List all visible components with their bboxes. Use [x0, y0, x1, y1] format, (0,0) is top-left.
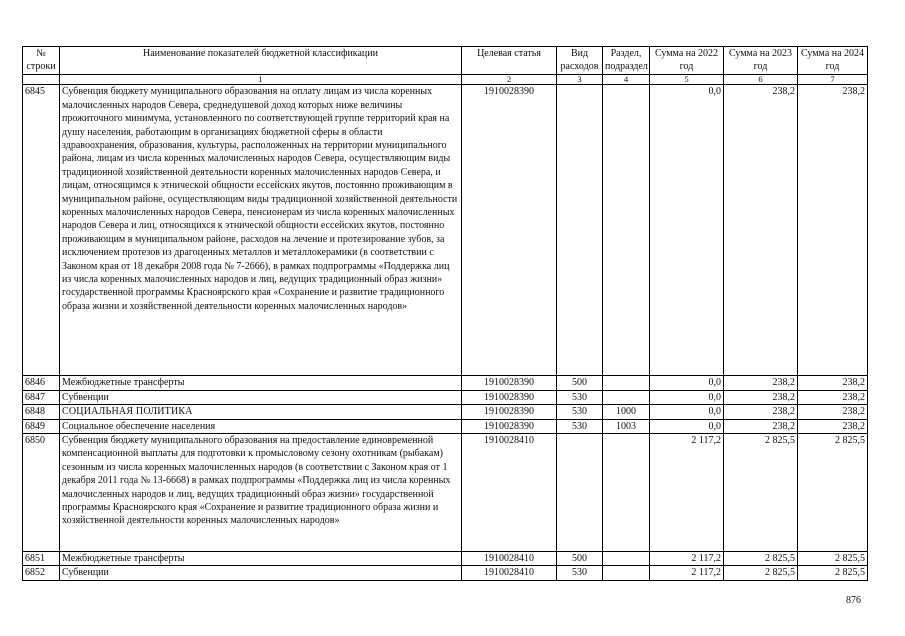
row-number: 6852 [23, 566, 60, 580]
row-razd: 1003 [603, 419, 650, 433]
row-sum-2024: 238,2 [798, 405, 868, 419]
column-number: 3 [557, 74, 603, 85]
row-sum-2023: 238,2 [724, 405, 798, 419]
row-sum-2024: 238,2 [798, 390, 868, 404]
header-sum-2023: Сумма на 2023 год [724, 47, 798, 75]
row-vid [557, 433, 603, 551]
column-number-blank [23, 74, 60, 85]
row-sum-2022: 2 117,2 [650, 551, 724, 565]
row-sum-2023: 2 825,5 [724, 566, 798, 580]
row-number: 6847 [23, 390, 60, 404]
row-name: Субвенции [60, 390, 462, 404]
row-razd [603, 85, 650, 376]
table-row [23, 419, 868, 433]
table-row [23, 85, 868, 376]
row-sum-2023: 2 825,5 [724, 551, 798, 565]
row-code: 1910028410 [462, 551, 557, 565]
row-sum-2024: 2 825,5 [798, 566, 868, 580]
row-name: Межбюджетные трансферты [60, 551, 462, 565]
table-row [23, 405, 868, 419]
row-razd [603, 566, 650, 580]
column-number: 1 [60, 74, 462, 85]
row-code: 1910028390 [462, 85, 557, 376]
page-number: 876 [846, 595, 861, 606]
table-row [23, 551, 868, 565]
column-number: 6 [724, 74, 798, 85]
column-number: 5 [650, 74, 724, 85]
row-number: 6850 [23, 433, 60, 551]
header-sum-2022: Сумма на 2022 год [650, 47, 724, 75]
header-code: Целевая статья [462, 47, 557, 75]
header-razd: Раздел, подраздел [603, 47, 650, 75]
row-code: 1910028390 [462, 419, 557, 433]
row-sum-2023: 238,2 [724, 390, 798, 404]
row-name: СОЦИАЛЬНАЯ ПОЛИТИКА [60, 405, 462, 419]
row-number: 6849 [23, 419, 60, 433]
row-name: Межбюджетные трансферты [60, 376, 462, 390]
row-number: 6848 [23, 405, 60, 419]
column-number-row [23, 74, 868, 85]
row-vid: 530 [557, 390, 603, 404]
table-row [23, 433, 868, 551]
table-row [23, 566, 868, 580]
row-code: 1910028390 [462, 405, 557, 419]
column-number: 7 [798, 74, 868, 85]
row-sum-2022: 0,0 [650, 376, 724, 390]
row-razd [603, 433, 650, 551]
row-vid [557, 85, 603, 376]
header-name: Наименование показателей бюджетной классификации [60, 47, 462, 75]
header-row [23, 47, 868, 75]
row-sum-2023: 238,2 [724, 419, 798, 433]
header-vid: Вид расходов [557, 47, 603, 75]
row-sum-2022: 0,0 [650, 390, 724, 404]
row-name: Социальное обеспечение населения [60, 419, 462, 433]
row-sum-2022: 2 117,2 [650, 566, 724, 580]
row-code: 1910028390 [462, 390, 557, 404]
table-row [23, 390, 868, 404]
row-sum-2023: 2 825,5 [724, 433, 798, 551]
row-sum-2024: 2 825,5 [798, 433, 868, 551]
row-sum-2024: 238,2 [798, 85, 868, 376]
row-vid: 500 [557, 376, 603, 390]
row-name: Субвенция бюджету муниципального образования на оплату лицам из числа коренных малочисленных народов Севера, среднедушевой доход которых ниже величины прожиточного минимума, установленного по соответствующей группе территорий края на душу населения, работающим в организациях бюджетной сферы в области здравоохранения, образования, культуры, расположенных на территории муниципального района, лицам из числа коренных малочисленных народов Севера, осуществляющим виды традиционной хозяйственной деятельности коренных малочисленных народов Севера, и лицам, относящимся к этнической общности ессейских якутов, постоянно проживающим в муниципальном районе, осуществляющим виды традиционной хозяйственной деятельности коренных малочисленных народов Севера, пенсионерам из числа коренных малочисленных народов Севера и лиц, относящихся к этнической общности ессейских якутов, постоянно проживающим в муниципальном районе, расходов на лечение и протезирование зубов, за исключением протезов из драгоценных металлов и металлокерамики (в соответствии с Законом края от 18 декабря 2008 года № 7-2666), в рамках подпрограммы «Поддержка лиц из числа коренных малочисленных народов и лиц, ведущих традиционный образ жизни» государственной программы Красноярского края «Сохранение и развитие традиционного образа жизни и хозяйственной деятельности коренных малочисленных народов» [60, 85, 462, 376]
column-number: 2 [462, 74, 557, 85]
header-sum-2024: Сумма на 2024 год [798, 47, 868, 75]
row-number: 6851 [23, 551, 60, 565]
row-razd [603, 390, 650, 404]
row-name: Субвенция бюджету муниципального образования на предоставление единовременной компенсационной выплаты для подготовки к промысловому сезону охотникам (рыбакам) сезонным из числа коренных малочисленных народов (в соответствии с Законом края от 1 декабря 2011 года № 13-6668) в рамках подпрограммы «Поддержка лиц из числа коренных малочисленных народов и лиц, ведущих традиционный образ жизни» государственной программы Красноярского края «Сохранение и развитие традиционного образа жизни и хозяйственной деятельности коренных малочисленных народов» [60, 433, 462, 551]
row-vid: 530 [557, 419, 603, 433]
row-code: 1910028390 [462, 376, 557, 390]
row-vid: 530 [557, 566, 603, 580]
row-sum-2022: 0,0 [650, 85, 724, 376]
row-sum-2022: 0,0 [650, 419, 724, 433]
row-sum-2023: 238,2 [724, 376, 798, 390]
row-razd: 1000 [603, 405, 650, 419]
row-code: 1910028410 [462, 433, 557, 551]
table-row [23, 376, 868, 390]
row-sum-2024: 2 825,5 [798, 551, 868, 565]
row-number: 6846 [23, 376, 60, 390]
row-sum-2022: 2 117,2 [650, 433, 724, 551]
row-sum-2022: 0,0 [650, 405, 724, 419]
row-sum-2023: 238,2 [724, 85, 798, 376]
row-vid: 530 [557, 405, 603, 419]
row-razd [603, 551, 650, 565]
row-number: 6845 [23, 85, 60, 376]
column-number: 4 [603, 74, 650, 85]
row-vid: 500 [557, 551, 603, 565]
row-sum-2024: 238,2 [798, 419, 868, 433]
row-code: 1910028410 [462, 566, 557, 580]
row-razd [603, 376, 650, 390]
budget-table [22, 46, 868, 581]
row-name: Субвенции [60, 566, 462, 580]
header-no: № строки [23, 47, 60, 75]
row-sum-2024: 238,2 [798, 376, 868, 390]
